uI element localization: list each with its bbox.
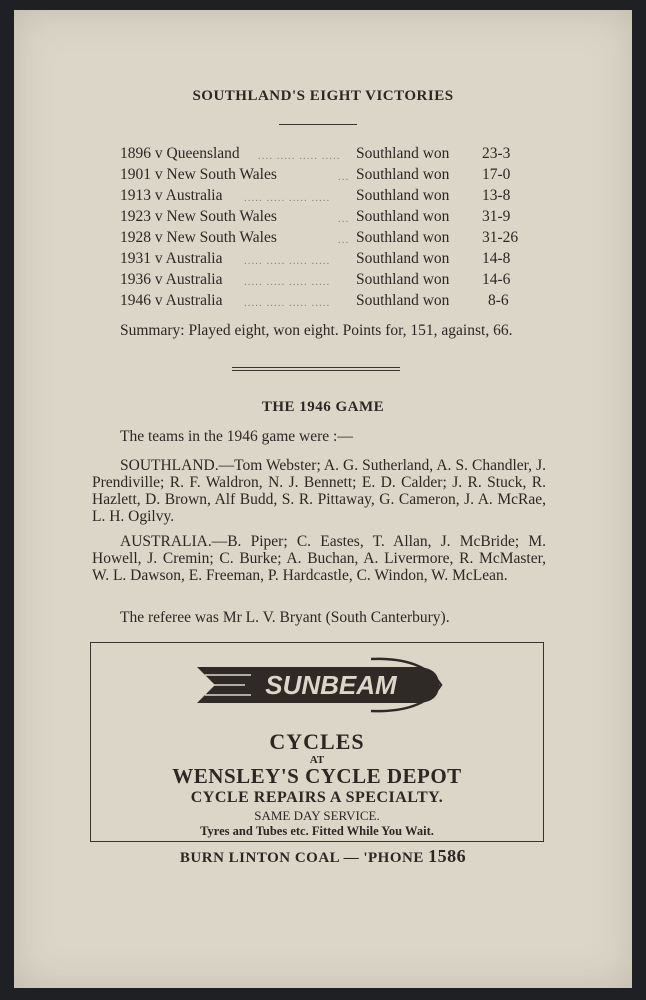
victory-match: 1946 v Australia [120, 292, 223, 309]
phone-number: 1586 [428, 846, 467, 866]
victory-score: 14-8 [482, 250, 511, 267]
leader-dots: ..... ..... ..... ..... [244, 297, 331, 309]
victory-row [120, 208, 560, 229]
victory-score: 8-6 [488, 292, 509, 309]
shop-name: WENSLEY'S CYCLE DEPOT [172, 764, 462, 788]
victory-result: Southland won [356, 187, 450, 204]
victory-score: 13-8 [482, 187, 511, 204]
victory-score: 31-9 [482, 208, 511, 225]
victory-row [120, 229, 560, 250]
victory-match: 1931 v Australia [120, 250, 223, 267]
game-heading: THE 1946 GAME [261, 399, 385, 415]
summary-text: Summary: Played eight, won eight. Points for, 151, against, 66. [120, 322, 513, 339]
leader-dots: ..... ..... ..... ..... [244, 276, 331, 288]
victory-match: 1923 v New South Wales [120, 208, 277, 225]
victory-row [120, 145, 560, 166]
victory-score: 17-0 [482, 166, 511, 183]
victory-row [120, 166, 560, 187]
australia-team: AUSTRALIA.—B. Piper; C. Eastes, T. Allan, J. McBride; M. Howell, J. Cremin; C. Burke; A. Buchan, A. Livermore, R. McMaster, W. L. Dawson, E. Freeman, P. Hardcastle, C. Windon, W. McLean. [92, 533, 546, 584]
victory-match: 1901 v New South Wales [120, 166, 277, 183]
victory-result: Southland won [356, 292, 450, 309]
victory-result: Southland won [356, 229, 450, 246]
victory-row [120, 292, 560, 313]
at-label: AT [309, 754, 325, 766]
victory-row [120, 187, 560, 208]
victory-score: 23-3 [482, 145, 511, 162]
victory-match: 1913 v Australia [120, 187, 223, 204]
leader-dots: ... [338, 171, 350, 183]
product-name: CYCLES [269, 729, 365, 754]
victory-score: 14-6 [482, 271, 511, 288]
tagline-text: Tyres and Tubes etc. Fitted While You Wait. [200, 824, 434, 838]
referee-text: The referee was Mr L. V. Bryant (South Canterbury). [120, 609, 450, 626]
leader-dots: ..... ..... ..... ..... [244, 255, 331, 267]
leader-dots: ... [338, 213, 350, 225]
sunbeam-advert [90, 642, 544, 842]
leader-dots: ... [338, 234, 350, 246]
footer-text: BURN LINTON COAL — 'PHONE [179, 850, 424, 866]
brand-name: SUNBEAM [265, 670, 397, 700]
victory-match: 1928 v New South Wales [120, 229, 277, 246]
victory-match: 1896 v Queensland [120, 145, 240, 162]
victory-result: Southland won [356, 208, 450, 225]
victory-row [120, 250, 560, 271]
victory-result: Southland won [356, 145, 450, 162]
victory-match: 1936 v Australia [120, 271, 223, 288]
victory-score: 31-26 [482, 229, 519, 246]
specialty-text: CYCLE REPAIRS A SPECIALTY. [190, 789, 444, 806]
victory-row [120, 271, 560, 292]
leader-dots: ..... ..... ..... ..... [244, 192, 331, 204]
southland-team: SOUTHLAND.—Tom Webster; A. G. Sutherland, A. S. Chandler, J. Prendiville; R. F. Waldron, N. J. Bennett; E. D. Calder; J. R. Stuck, R. Hazlett, D. Brown, Alf Budd, S. R. Pittaway, G. Cameron, J. A. McRae, L. H. Ogilvy. [92, 457, 546, 525]
victories-table [120, 145, 560, 313]
program-page [14, 10, 632, 988]
sunbeam-logo [191, 655, 443, 715]
footer-line [14, 846, 632, 867]
service-text: SAME DAY SERVICE. [254, 808, 380, 823]
teams-intro: The teams in the 1946 game were :— [120, 428, 353, 445]
heading-rule [279, 124, 357, 125]
victories-heading: SOUTHLAND'S EIGHT VICTORIES [192, 88, 454, 104]
leader-dots: .... ..... ..... ..... [258, 150, 341, 162]
victory-result: Southland won [356, 250, 450, 267]
victory-result: Southland won [356, 271, 450, 288]
victory-result: Southland won [356, 166, 450, 183]
section-divider [232, 367, 400, 371]
